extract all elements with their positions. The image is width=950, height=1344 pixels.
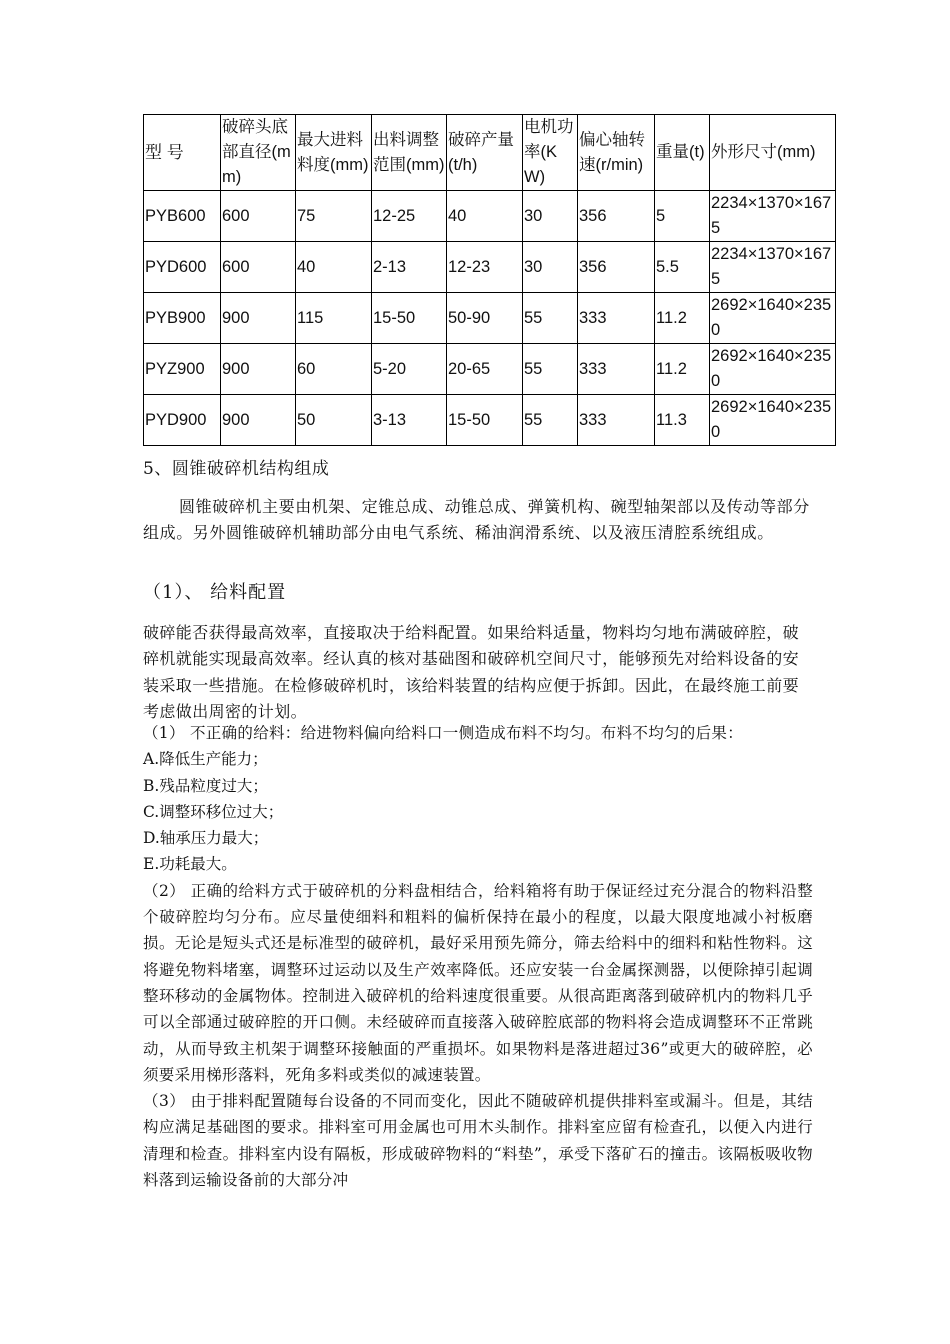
crusher-spec-table: [143, 114, 836, 446]
item-discharge-config: （3） 由于排料配置随每台设备的不同而变化，因此不随破碎机提供排料室或漏斗。但是，其结构应满足基础图的要求。排料室可用金属也可用木头制作。排料室应留有检查孔，以便入内进行清理和检查。排料室内设有隔板，形成破碎物料的“料垫”，承受下落矿石的撞击。该隔板吸收物料落到运输设备前的大部分冲: [143, 1092, 813, 1190]
cell-max-feed-size: 40: [296, 242, 372, 293]
cell-dimensions: 2692×1640×2350: [710, 395, 836, 446]
cell-weight: 5: [655, 191, 710, 242]
cell-capacity: 15-50: [447, 395, 523, 446]
cell-head-diameter: 900: [221, 395, 296, 446]
cell-motor-power: 55: [523, 293, 578, 344]
table-row: [144, 395, 836, 446]
cell-shaft-speed: 356: [578, 191, 655, 242]
header-head-diameter: 破碎头底部直径(mm): [221, 115, 296, 191]
list-item: A.降低生产能力；: [143, 750, 268, 769]
cell-weight: 11.2: [655, 344, 710, 395]
header-weight: 重量(t): [655, 115, 710, 191]
header-discharge-range: 出料调整范围(mm): [372, 115, 447, 191]
cell-max-feed-size: 75: [296, 191, 372, 242]
cell-head-diameter: 600: [221, 242, 296, 293]
cell-motor-power: 55: [523, 344, 578, 395]
list-item: D.轴承压力最大；: [143, 829, 269, 848]
cell-motor-power: 55: [523, 395, 578, 446]
cell-dimensions: 2692×1640×2350: [710, 293, 836, 344]
item-incorrect-feeding: （1） 不正确的给料：给进物料偏向给料口一侧造成布料不均匀。布料不均匀的后果：: [143, 724, 743, 742]
list-item: C.调整环移位过大；: [143, 802, 284, 821]
section-heading: 5、圆锥破碎机结构组成: [143, 459, 330, 479]
cell-max-feed-size: 60: [296, 344, 372, 395]
cell-model: PYD600: [144, 242, 221, 293]
cell-model: PYD900: [144, 395, 221, 446]
header-dimensions: 外形尺寸(mm): [710, 115, 836, 191]
item-correct-feeding: （2） 正确的给料方式于破碎机的分料盘相结合，给料箱将有助于保证经过充分混合的物料沿整个破碎腔均匀分布。应尽量使细料和粗料的偏析保持在最小的程度，以最大限度地减小衬板磨损。无论是短头式还是标准型的破碎机，最好采用预先筛分，筛去给料中的细料和粘性物料。这将避免物料堵塞，调整环过运动以及生产效率降低。还应安装一台金属探测器，以便除掉引起调整环移动的金属物体。控制进入破碎机的给料速度很重要。从很高距离落到破碎机内的物料几乎可以全部通过破碎腔的开口侧。未经破碎而直接落入破碎腔底部的物料将会造成调整环不正常跳动，从而导致主机架于调整环接触面的严重损坏。如果物料是落进超过36”或更大的破碎腔，必须要采用梯形落料，死角多料或类似的减速装置。: [143, 881, 813, 1084]
header-model: 型 号: [144, 115, 221, 191]
cell-shaft-speed: 356: [578, 242, 655, 293]
cell-head-diameter: 900: [221, 293, 296, 344]
table-row: [144, 242, 836, 293]
cell-discharge-range: 15-50: [372, 293, 447, 344]
header-shaft-speed: 偏心轴转速(r/min): [578, 115, 655, 191]
cell-head-diameter: 600: [221, 191, 296, 242]
cell-capacity: 12-23: [447, 242, 523, 293]
cell-motor-power: 30: [523, 191, 578, 242]
cell-shaft-speed: 333: [578, 395, 655, 446]
cell-head-diameter: 900: [221, 344, 296, 395]
cell-weight: 11.2: [655, 293, 710, 344]
list-item: B.残品粒度过大；: [143, 776, 268, 795]
cell-weight: 11.3: [655, 395, 710, 446]
cell-capacity: 40: [447, 191, 523, 242]
cell-model: PYB900: [144, 293, 221, 344]
cell-discharge-range: 3-13: [372, 395, 447, 446]
cell-dimensions: 2234×1370×1675: [710, 191, 836, 242]
header-max-feed-size: 最大进料料度(mm): [296, 115, 372, 191]
cell-discharge-range: 5-20: [372, 344, 447, 395]
cell-model: PYZ900: [144, 344, 221, 395]
cell-capacity: 20-65: [447, 344, 523, 395]
subsection-heading: （1）、 给料配置: [143, 582, 287, 603]
cell-shaft-speed: 333: [578, 293, 655, 344]
list-item: E.功耗最大。: [143, 855, 237, 874]
table-row: [144, 344, 836, 395]
cell-dimensions: 2692×1640×2350: [710, 344, 836, 395]
table-row: [144, 191, 836, 242]
cell-capacity: 50-90: [447, 293, 523, 344]
cell-shaft-speed: 333: [578, 344, 655, 395]
cell-weight: 5.5: [655, 242, 710, 293]
intro-paragraph: 圆锥破碎机主要由机架、定锥总成、动锥总成、弹簧机构、碗型轴架部以及传动等部分组成。另外圆锥破碎机辅助部分由电气系统、稀油润滑系统、以及液压清腔系统组成。: [143, 497, 810, 542]
table-header-row: [144, 115, 836, 191]
cell-discharge-range: 2-13: [372, 242, 447, 293]
cell-discharge-range: 12-25: [372, 191, 447, 242]
cell-model: PYB600: [144, 191, 221, 242]
table-row: [144, 293, 836, 344]
header-motor-power: 电机功率(KW): [523, 115, 578, 191]
feeding-items: [143, 720, 813, 1193]
cell-max-feed-size: 115: [296, 293, 372, 344]
cell-motor-power: 30: [523, 242, 578, 293]
cell-max-feed-size: 50: [296, 395, 372, 446]
feeding-paragraph: 破碎能否获得最高效率，直接取决于给料配置。如果给料适量，物料均匀地布满破碎腔，破碎机就能实现最高效率。经认真的核对基础图和破碎机空间尺寸，能够预先对给料设备的安装采取一些措施。在检修破碎机时，该给料装置的结构应便于拆卸。因此，在最终施工前要考虑做出周密的计划。: [143, 623, 800, 721]
header-capacity: 破碎产量(t/h): [447, 115, 523, 191]
cell-dimensions: 2234×1370×1675: [710, 242, 836, 293]
